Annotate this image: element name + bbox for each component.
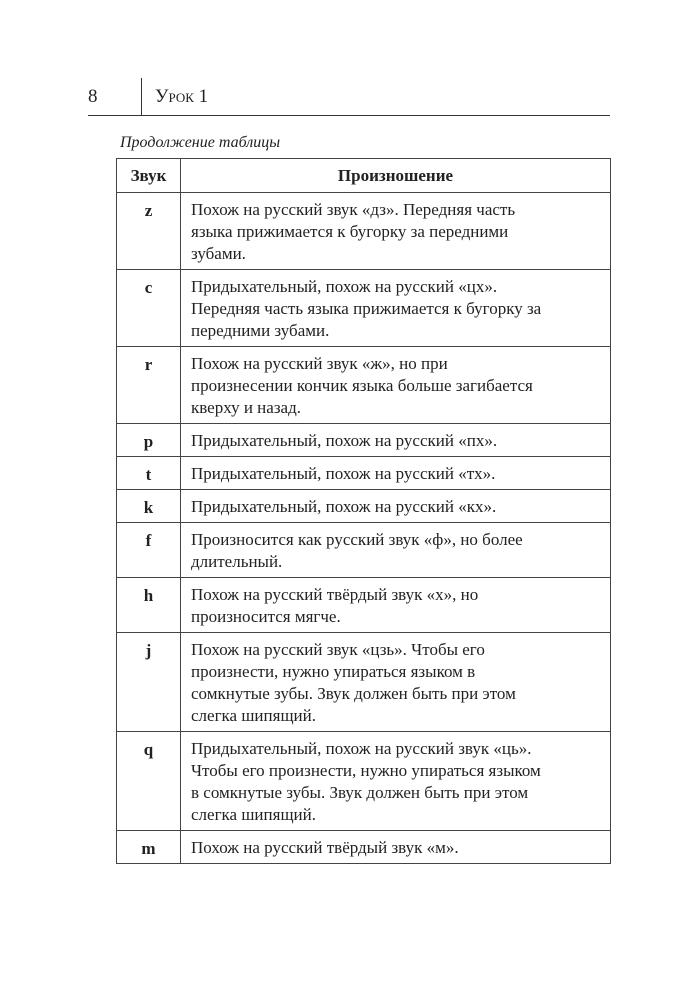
sound-cell: k [117,490,181,523]
table-row [117,347,611,424]
pronunciation-cell: Придыхательный, похож на русский «кх». [181,490,611,523]
sound-cell: t [117,457,181,490]
table-row [117,523,611,578]
table-row [117,732,611,831]
table-row [117,578,611,633]
table-row [117,490,611,523]
sound-cell: h [117,578,181,633]
pronunciation-cell: Придыхательный, похож на русский звук «ць». Чтобы его произнести, нужно упираться языком в сомкнутые зубы. Звук должен быть при этом слегка шипящий. [181,732,611,831]
pronunciation-cell: Придыхательный, похож на русский «цх». Передняя часть языка прижимается к бугорку за передними зубами. [181,270,611,347]
sound-cell: z [117,193,181,270]
sound-cell: r [117,347,181,424]
sound-cell: m [117,831,181,864]
sound-cell: p [117,424,181,457]
sound-cell: c [117,270,181,347]
table-row [117,831,611,864]
running-title: Урок 1 [155,86,209,107]
sound-cell: f [117,523,181,578]
pronunciation-cell: Произносится как русский звук «ф», но более длительный. [181,523,611,578]
pronunciation-cell: Похож на русский твёрдый звук «х», но произносится мягче. [181,578,611,633]
pronunciation-cell: Похож на русский звук «дз». Передняя часть языка прижимается к бугорку за передними зубами. [181,193,611,270]
column-header-sound: Звук [117,159,181,193]
table-caption: Продолжение таблицы [120,134,281,151]
header-divider [141,78,142,115]
pronunciation-table [116,158,611,864]
table-row [117,270,611,347]
table-row [117,633,611,732]
table-row [117,193,611,270]
pronunciation-cell: Похож на русский звук «ж», но при произнесении кончик языка больше загибается кверху и назад. [181,347,611,424]
sound-cell: j [117,633,181,732]
table-header-row [117,159,611,193]
pronunciation-cell: Похож на русский твёрдый звук «м». [181,831,611,864]
page-number: 8 [88,86,98,107]
sound-cell: q [117,732,181,831]
header-rule [88,115,610,116]
table-row [117,457,611,490]
table-row [117,424,611,457]
pronunciation-cell: Придыхательный, похож на русский «тх». [181,457,611,490]
column-header-pronunciation: Произношение [181,159,611,193]
pronunciation-cell: Придыхательный, похож на русский «пх». [181,424,611,457]
pronunciation-cell: Похож на русский звук «цзь». Чтобы его произнести, нужно упираться языком в сомкнутые зубы. Звук должен быть при этом слегка шипящий. [181,633,611,732]
